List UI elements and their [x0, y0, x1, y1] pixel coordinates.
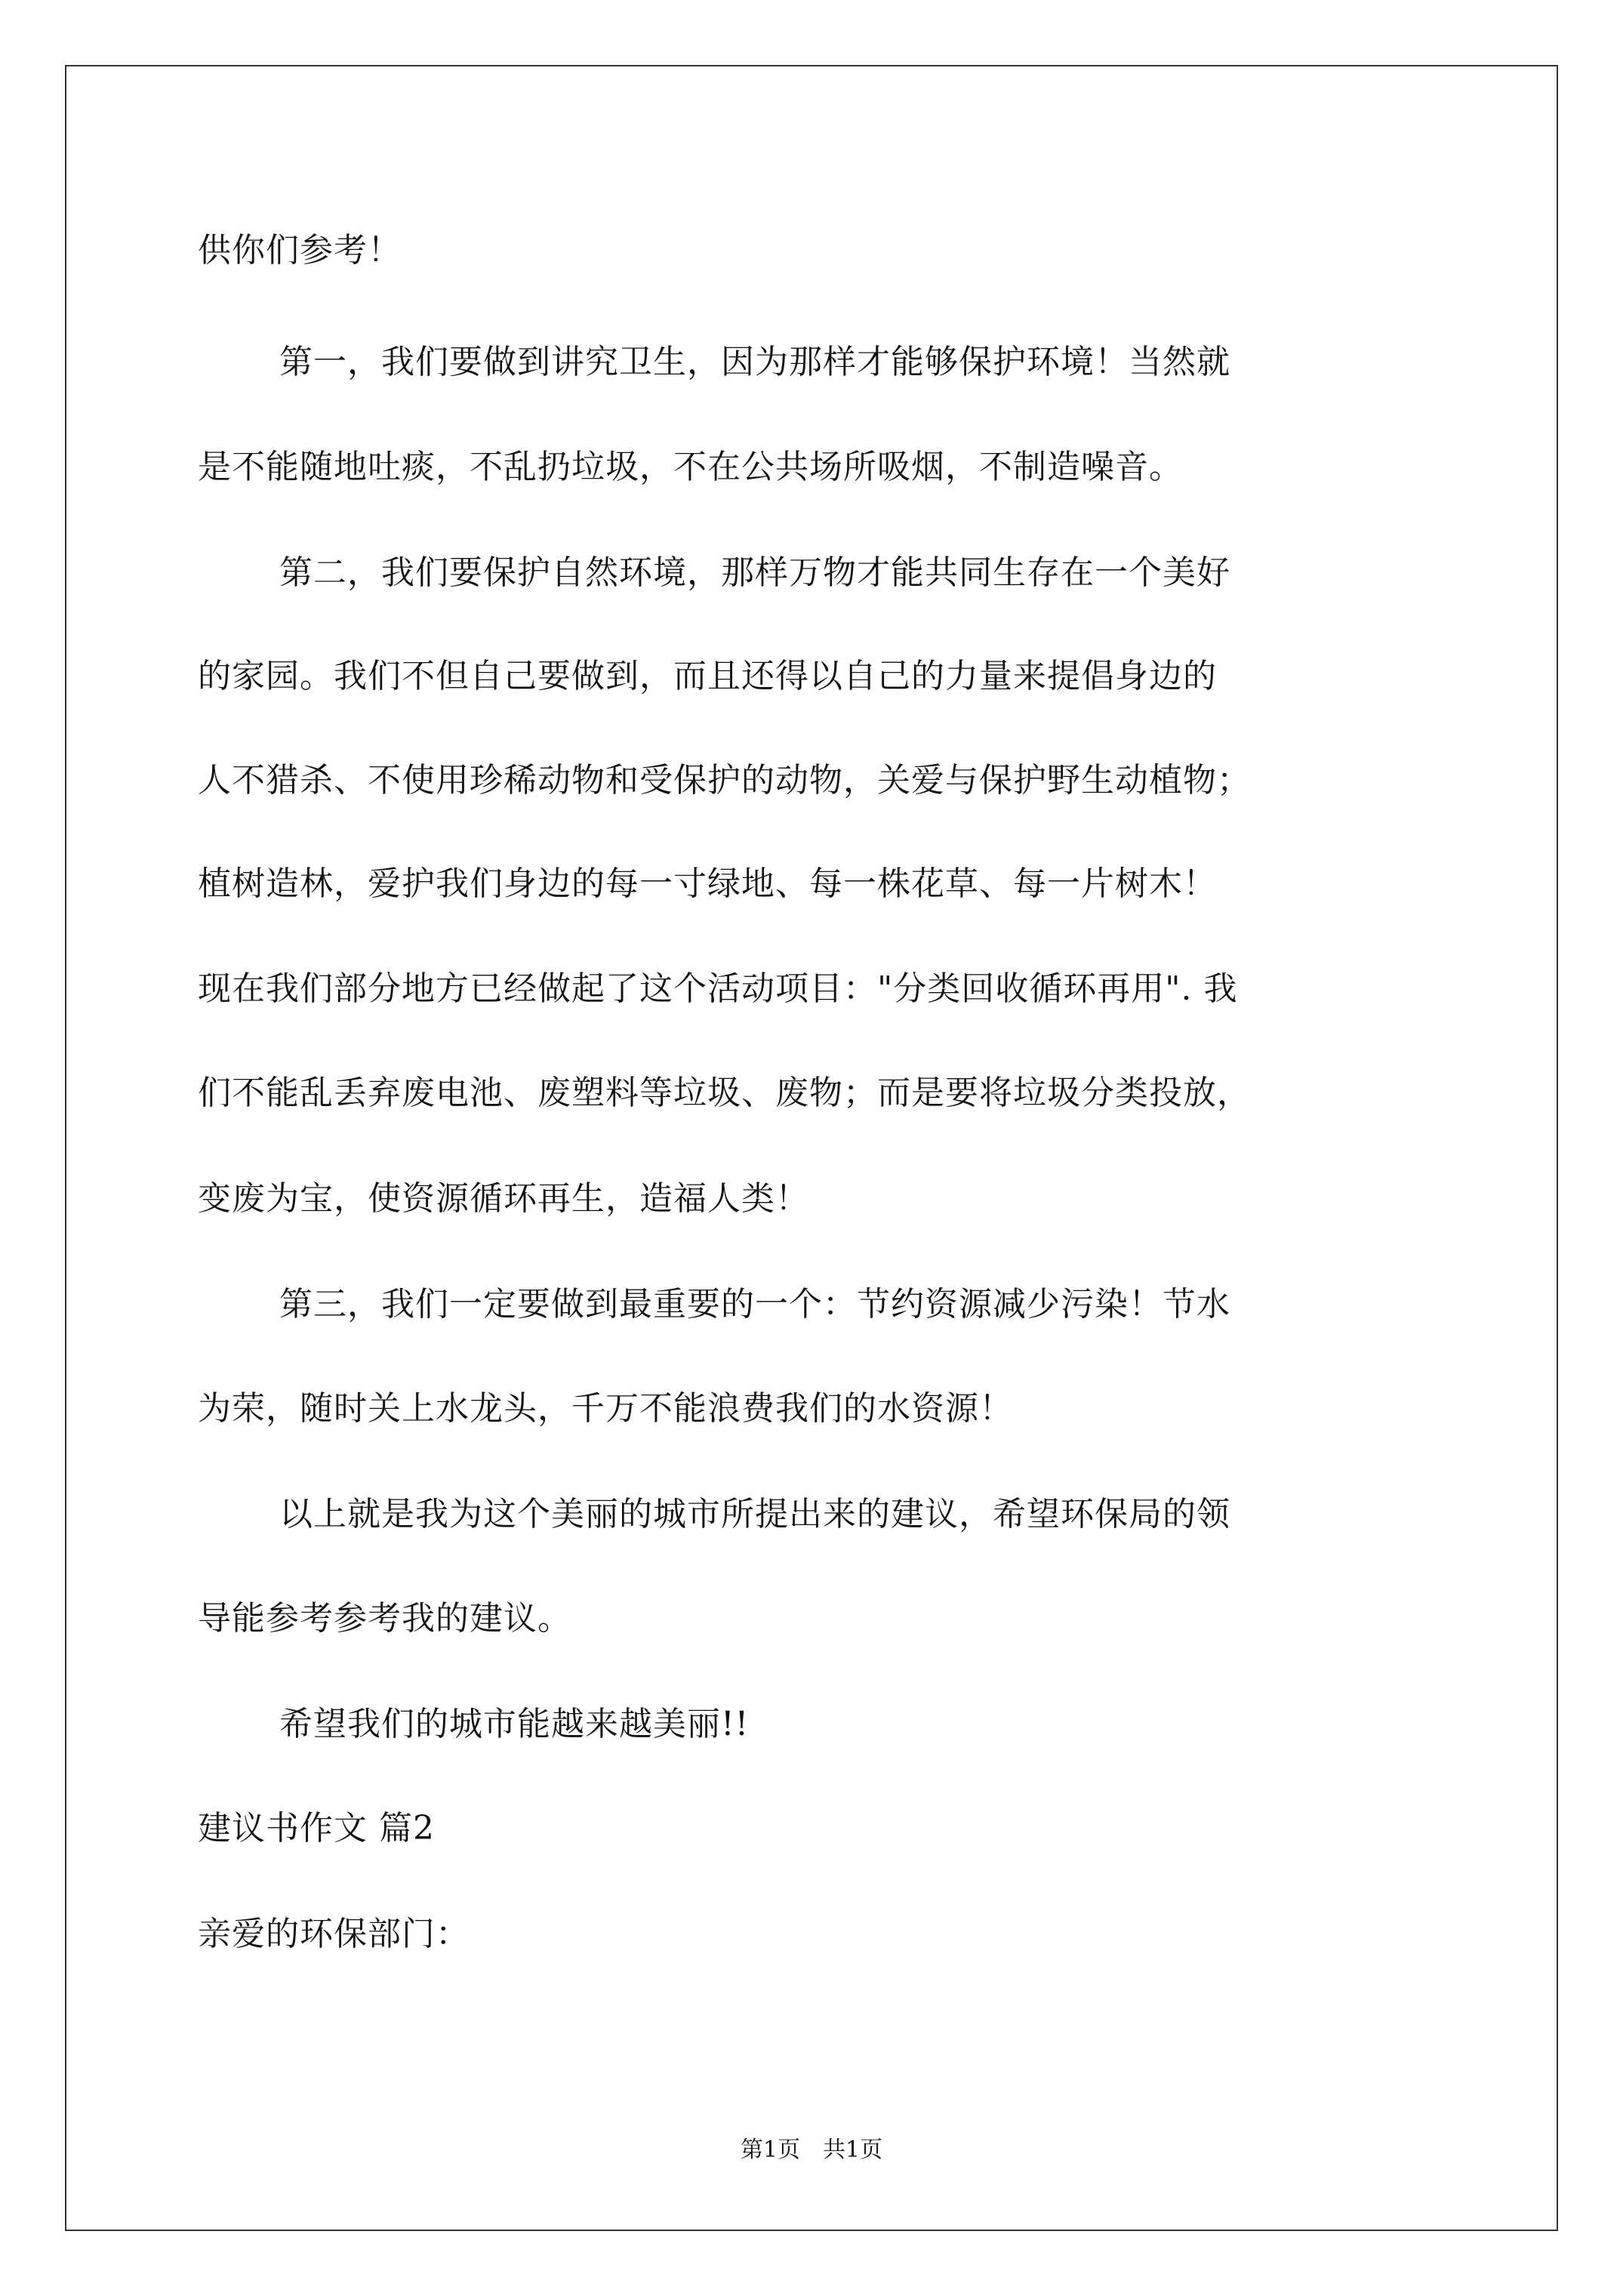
text-line-6: 人不猎杀、不使用珍稀动物和受保护的动物，关爱与保护野生动植物； — [198, 761, 1251, 800]
text-line-4: 第二，我们要保护自然环境，那样万物才能共同生存在一个美好 — [279, 553, 1230, 592]
text-line-7: 植树造林，爱护我们身边的每一寸绿地、每一株花草、每一片树木！ — [198, 864, 1217, 903]
text-line-14: 导能参考参考我的建议。 — [198, 1599, 571, 1638]
text-line-9: 们不能乱丢弃废电池、废塑料等垃圾、废物；而是要将垃圾分类投放， — [198, 1074, 1251, 1112]
section-heading: 建议书作文 篇2 — [198, 1809, 435, 1848]
text-line-2: 第一，我们要做到讲究卫生，因为那样才能够保护环境！当然就 — [279, 343, 1230, 381]
page-border — [65, 65, 1558, 2231]
text-line-13: 以上就是我为这个美丽的城市所提出来的建议，希望环保局的领 — [279, 1495, 1230, 1533]
text-line-15: 希望我们的城市能越来越美丽!! — [279, 1705, 750, 1743]
page-footer: 第1页 共1页 — [740, 2137, 883, 2163]
text-line-3: 是不能随地吐痰，不乱扔垃圾，不在公共场所吸烟，不制造噪音。 — [198, 448, 1183, 486]
text-line-11: 第三，我们一定要做到最重要的一个：节约资源减少污染！节水 — [279, 1285, 1230, 1324]
text-line-8: 现在我们部分地方已经做起了这个活动项目："分类回收循环再用". 我 — [198, 969, 1238, 1008]
text-line-10: 变废为宝，使资源循环再生，造福人类！ — [198, 1179, 809, 1218]
text-line-5: 的家园。我们不但自己要做到，而且还得以自己的力量来提倡身边的 — [198, 657, 1217, 695]
salutation: 亲爱的环保部门： — [198, 1915, 470, 1953]
text-line-1: 供你们参考！ — [198, 231, 402, 270]
text-line-12: 为荣，随时关上水龙头，千万不能浪费我们的水资源！ — [198, 1389, 1013, 1428]
